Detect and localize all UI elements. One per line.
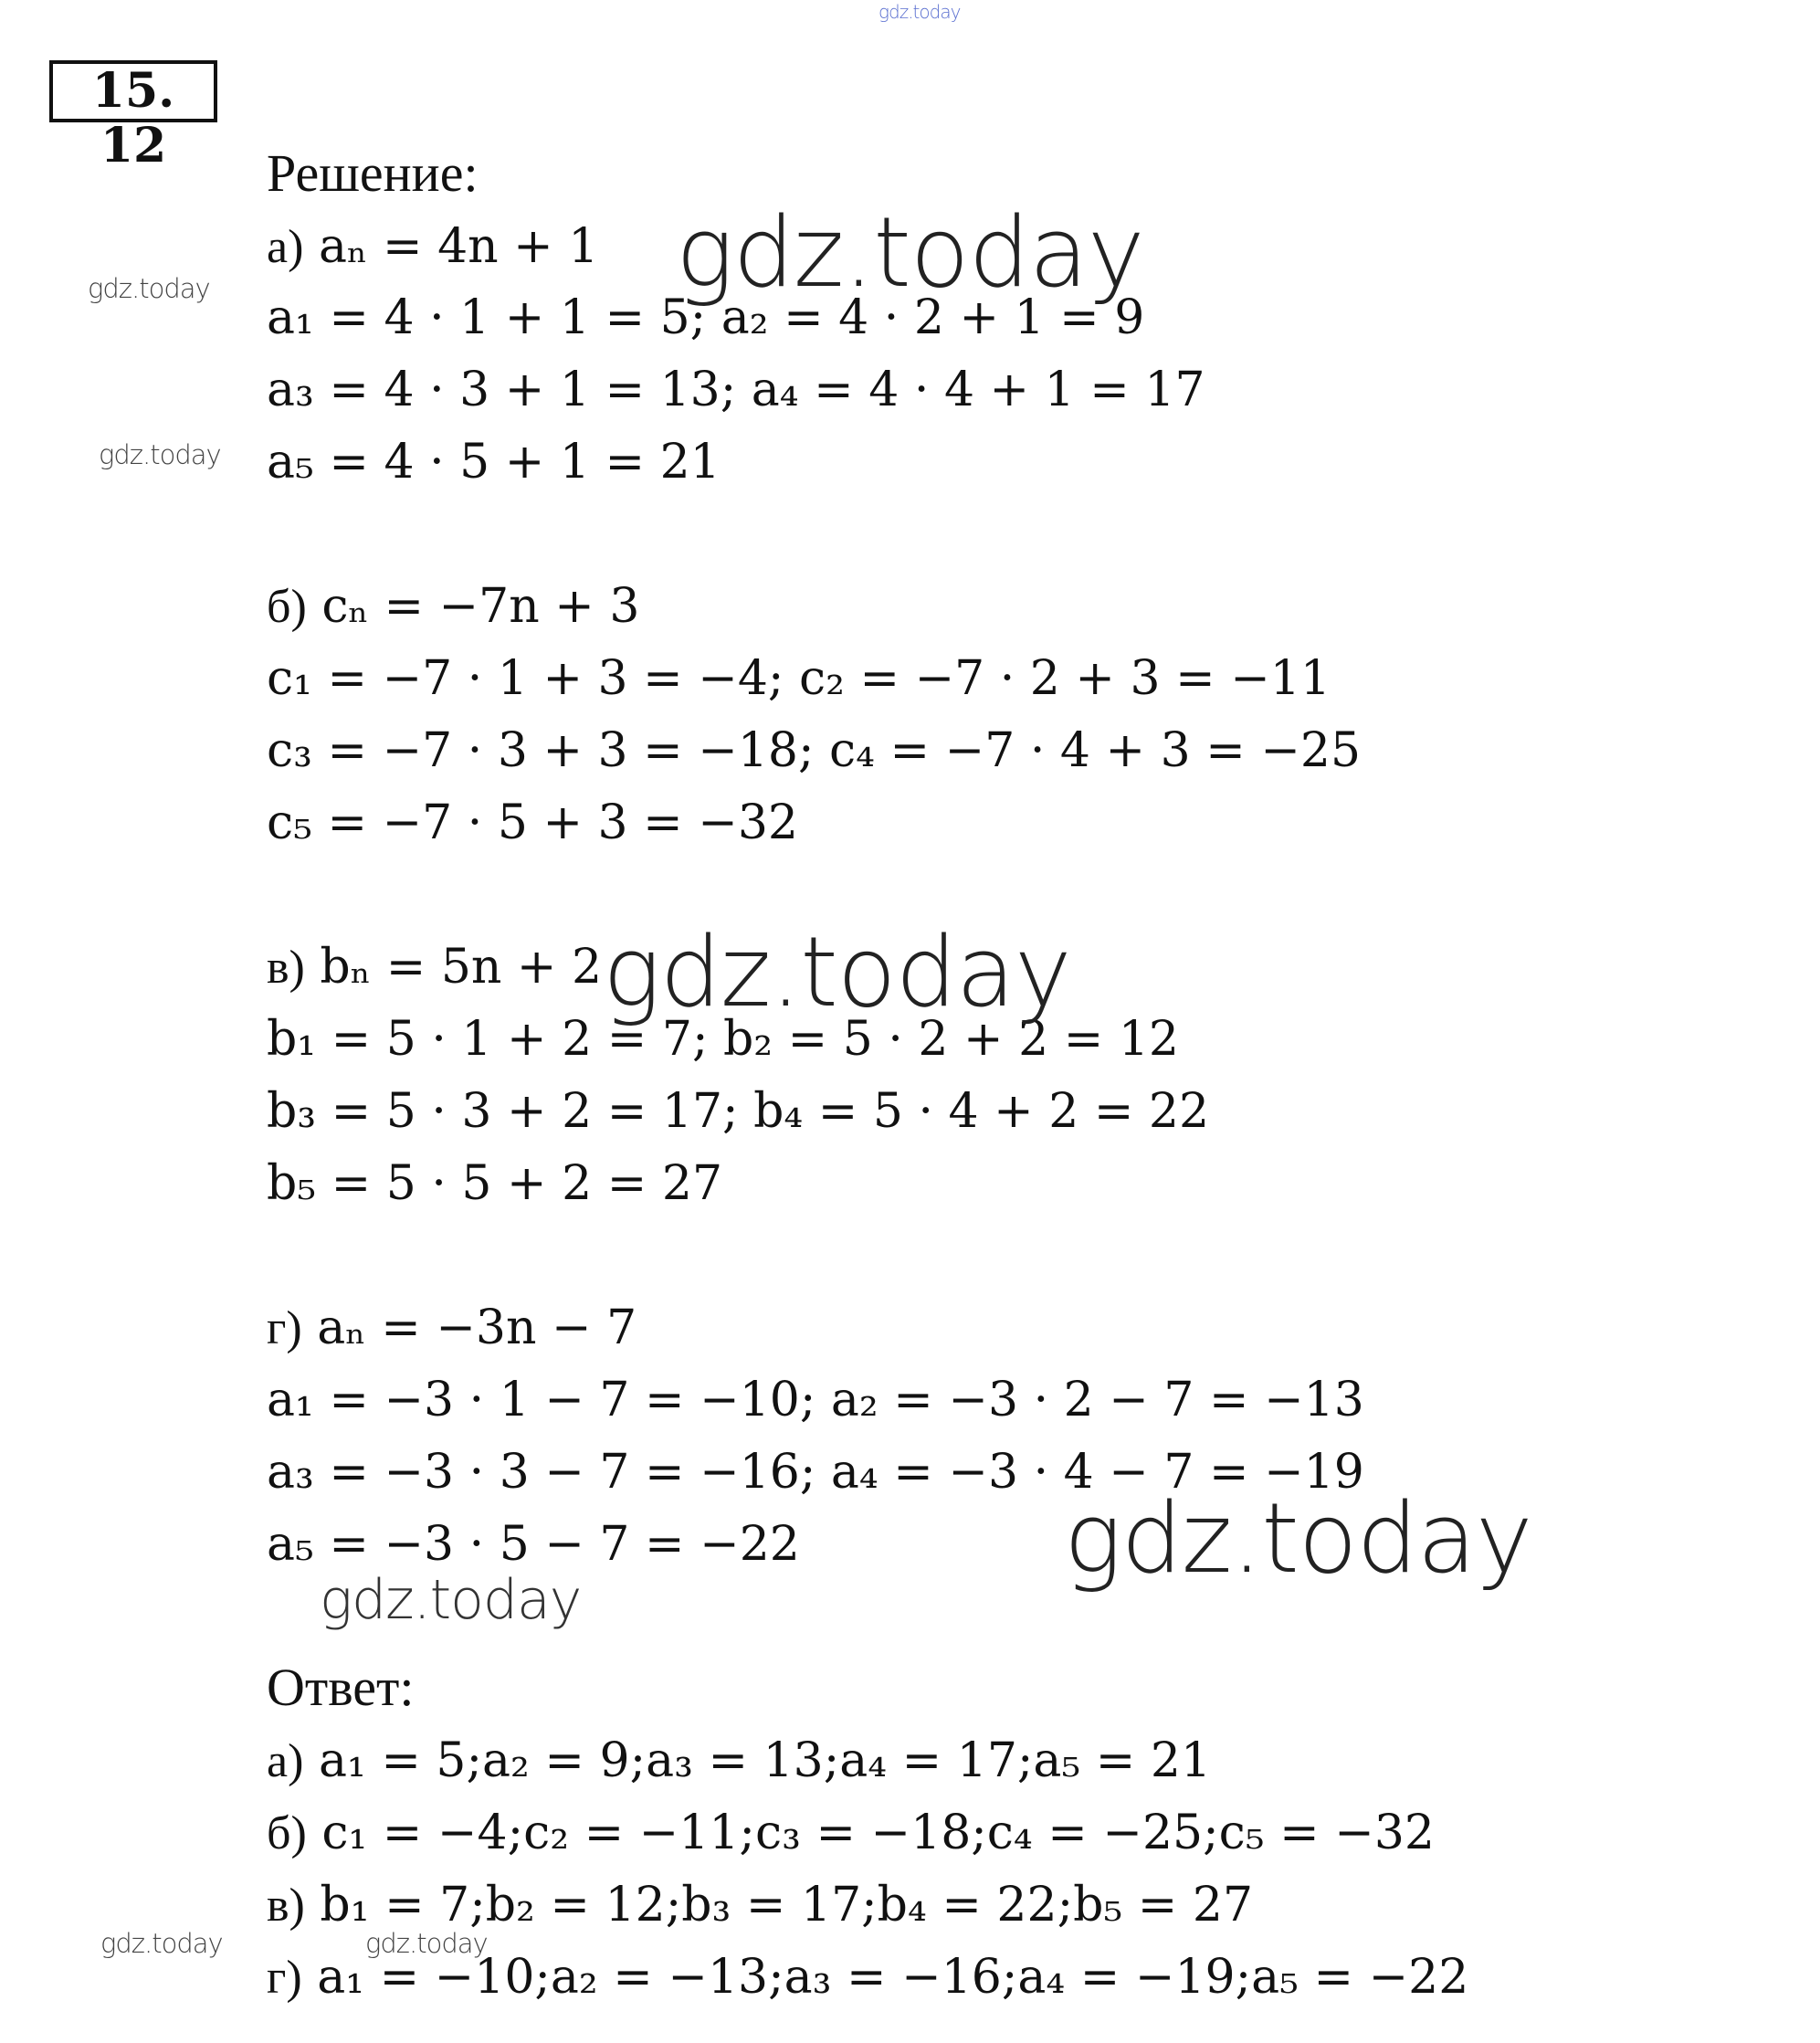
section-b-line-3: c₅ = −7 · 5 + 3 = −32 — [267, 795, 799, 850]
section-b-formula-text: cₙ = −7n + 3 — [321, 579, 640, 634]
watermark: gdz.today — [88, 273, 210, 304]
answer-b-label: б) — [267, 1807, 307, 1859]
problem-number: 15. 12 — [49, 60, 217, 122]
section-g-line-1: a₁ = −3 · 1 − 7 = −10; a₂ = −3 · 2 − 7 = −13 — [267, 1373, 1364, 1427]
answer-a — [267, 1732, 1211, 1791]
answer-v-text: b₁ = 7;b₂ = 12;b₃ = 17;b₄ = 22;b₅ = 27 — [320, 1878, 1254, 1932]
section-a-line-2: a₃ = 4 · 3 + 1 = 13; a₄ = 4 · 4 + 1 = 17 — [267, 363, 1205, 417]
section-b-line-2: c₃ = −7 · 3 + 3 = −18; c₄ = −7 · 4 + 3 = −25 — [267, 723, 1362, 778]
watermark: gdz.today — [676, 196, 1144, 309]
section-g-label: г) — [267, 1302, 302, 1354]
answer-g-label: г) — [267, 1952, 302, 2004]
section-v-line-3: b₅ = 5 · 5 + 2 = 27 — [267, 1156, 723, 1211]
section-v-formula — [267, 938, 602, 997]
section-v-label: в) — [267, 942, 305, 994]
section-a-line-3: a₅ = 4 · 5 + 1 = 21 — [267, 435, 721, 490]
watermark: gdz.today — [603, 916, 1071, 1028]
watermark: gdz.today — [99, 439, 221, 470]
answer-a-label: а) — [267, 1735, 304, 1787]
answer-v — [267, 1876, 1253, 1935]
answer-v-label: в) — [267, 1880, 305, 1932]
answer-b-text: c₁ = −4;c₂ = −11;c₃ = −18;c₄ = −25;c₅ = −32 — [321, 1806, 1435, 1860]
section-a-label: а) — [267, 221, 304, 273]
section-v-formula-text: bₙ = 5n + 2 — [320, 940, 603, 995]
section-a-formula — [267, 217, 598, 277]
solution-heading: Решение: — [267, 143, 479, 203]
section-g-formula-text: aₙ = −3n − 7 — [317, 1301, 637, 1355]
watermark: gdz.today — [1064, 1482, 1532, 1595]
section-a-formula-text: aₙ = 4n + 1 — [318, 219, 599, 274]
section-g-line-3: a₅ = −3 · 5 − 7 = −22 — [267, 1517, 800, 1572]
section-b-line-1: c₁ = −7 · 1 + 3 = −4; c₂ = −7 · 2 + 3 = −11 — [267, 651, 1331, 706]
answer-a-text: a₁ = 5;a₂ = 9;a₃ = 13;a₄ = 17;a₅ = 21 — [318, 1733, 1212, 1788]
answer-b — [267, 1804, 1435, 1863]
section-a-line-1: a₁ = 4 · 1 + 1 = 5; a₂ = 4 · 2 + 1 = 9 — [267, 290, 1145, 345]
section-b-label: б) — [267, 581, 307, 633]
section-b-formula — [267, 577, 639, 637]
answer-g-text: a₁ = −10;a₂ = −13;a₃ = −16;a₄ = −19;a₅ = −22 — [317, 1950, 1469, 2005]
watermark: gdz.today — [100, 1928, 223, 1959]
answer-heading: Ответ: — [267, 1658, 415, 1717]
watermark: gdz.today — [365, 1928, 488, 1959]
watermark: gdz.today — [320, 1568, 582, 1632]
watermark: gdz.today — [878, 1, 961, 23]
section-g-line-2: a₃ = −3 · 3 − 7 = −16; a₄ = −3 · 4 − 7 = −19 — [267, 1445, 1364, 1500]
section-g-formula — [267, 1299, 636, 1358]
section-v-line-2: b₃ = 5 · 3 + 2 = 17; b₄ = 5 · 4 + 2 = 22 — [267, 1084, 1210, 1139]
section-v-line-1: b₁ = 5 · 1 + 2 = 7; b₂ = 5 · 2 + 2 = 12 — [267, 1012, 1180, 1067]
